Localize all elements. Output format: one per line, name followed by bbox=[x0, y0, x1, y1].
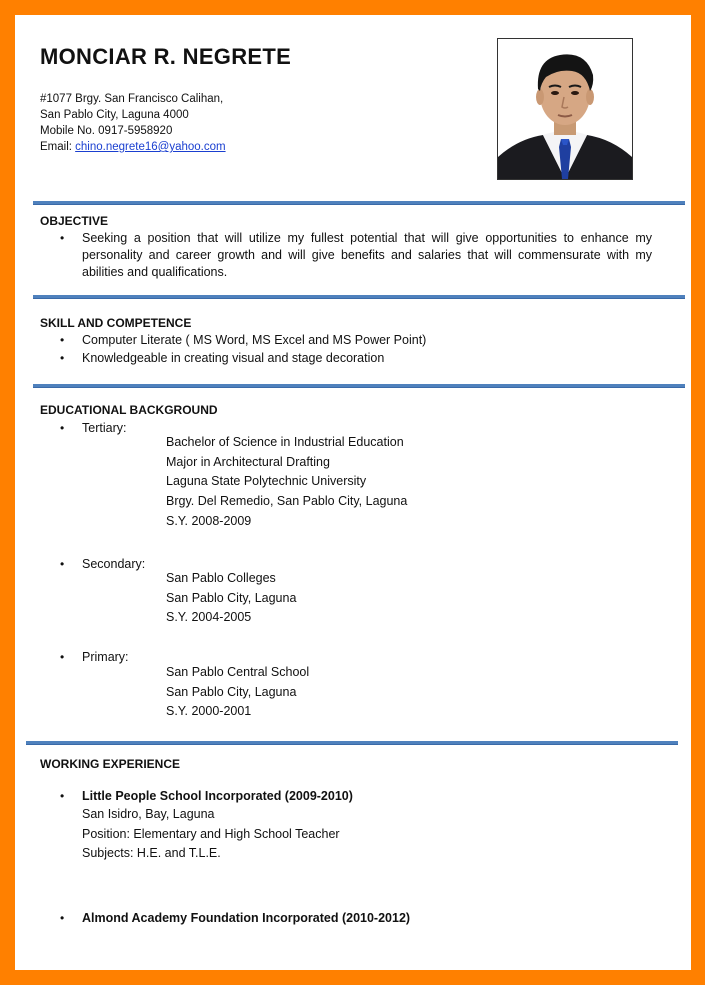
applicant-name: MONCIAR R. NEGRETE bbox=[40, 44, 292, 69]
mobile-number: Mobile No. 0917-5958920 bbox=[40, 125, 173, 137]
email-label: Email: bbox=[40, 141, 76, 153]
contact-info bbox=[40, 91, 226, 155]
detail-line: S.Y. 2008-2009 bbox=[166, 513, 252, 528]
education-title: EDUCATIONAL BACKGROUND bbox=[40, 403, 218, 417]
detail-line: San Pablo City, Laguna bbox=[166, 684, 297, 699]
job-company: Almond Academy Foundation Incorporated (2010-2012) bbox=[82, 911, 411, 925]
skill-text: Computer Literate ( MS Word, MS Excel and MS Power Point) bbox=[82, 333, 427, 347]
bullet-icon: • bbox=[60, 650, 65, 664]
bullet-icon: • bbox=[60, 231, 65, 245]
email-link[interactable]: chino.negrete16@yahoo.com bbox=[75, 141, 226, 153]
detail-line: Bachelor of Science in Industrial Education bbox=[166, 435, 404, 449]
education-level-label: Primary: bbox=[82, 650, 129, 664]
bullet-icon: • bbox=[60, 333, 65, 347]
bullet-icon: • bbox=[60, 351, 65, 365]
detail-line: Brgy. Del Remedio, San Pablo City, Laguna bbox=[166, 494, 408, 509]
primary-details bbox=[166, 663, 309, 722]
objective-text: Seeking a position that will utilize my fullest potential that will give opportunities to enhance my personality and career growth and will give benefits and salaries that will commensurate with my abilities and qualifications. bbox=[82, 231, 652, 279]
section-divider bbox=[33, 295, 685, 299]
address-line-1: #1077 Brgy. San Francisco Calihan, bbox=[40, 93, 224, 105]
bullet-icon: • bbox=[60, 557, 65, 571]
education-level-label: Secondary: bbox=[82, 557, 146, 571]
detail-line: Position: Elementary and High School Teacher bbox=[82, 826, 340, 841]
detail-line: Major in Architectural Drafting bbox=[166, 454, 330, 469]
section-divider bbox=[26, 741, 678, 745]
detail-line: San Pablo Central School bbox=[166, 665, 310, 679]
section-divider bbox=[33, 384, 685, 388]
detail-line: Subjects: H.E. and T.L.E. bbox=[82, 846, 221, 861]
secondary-details bbox=[166, 569, 296, 628]
bullet-icon: • bbox=[60, 911, 65, 925]
job-details bbox=[82, 805, 340, 864]
job-company: Little People School Incorporated (2009-2010) bbox=[82, 789, 353, 803]
skill-text: Knowledgeable in creating visual and stage decoration bbox=[82, 351, 385, 365]
bullet-icon: • bbox=[60, 421, 65, 435]
detail-line: San Pablo Colleges bbox=[166, 571, 276, 585]
skills-title: SKILL AND COMPETENCE bbox=[40, 316, 192, 330]
tertiary-details bbox=[166, 433, 407, 532]
applicant-photo bbox=[497, 38, 633, 180]
detail-line: San Isidro, Bay, Laguna bbox=[82, 807, 215, 821]
work-title: WORKING EXPERIENCE bbox=[40, 757, 181, 771]
objective-title: OBJECTIVE bbox=[40, 214, 109, 228]
portrait-image bbox=[498, 39, 632, 179]
detail-line: S.Y. 2004-2005 bbox=[166, 610, 252, 625]
section-divider bbox=[33, 201, 685, 205]
education-level-label: Tertiary: bbox=[82, 421, 127, 435]
bullet-icon: • bbox=[60, 789, 65, 803]
address-line-2: San Pablo City, Laguna 4000 bbox=[40, 109, 189, 121]
detail-line: Laguna State Polytechnic University bbox=[166, 474, 367, 489]
detail-line: S.Y. 2000-2001 bbox=[166, 704, 252, 719]
email-row bbox=[40, 139, 226, 155]
detail-line: San Pablo City, Laguna bbox=[166, 590, 297, 605]
